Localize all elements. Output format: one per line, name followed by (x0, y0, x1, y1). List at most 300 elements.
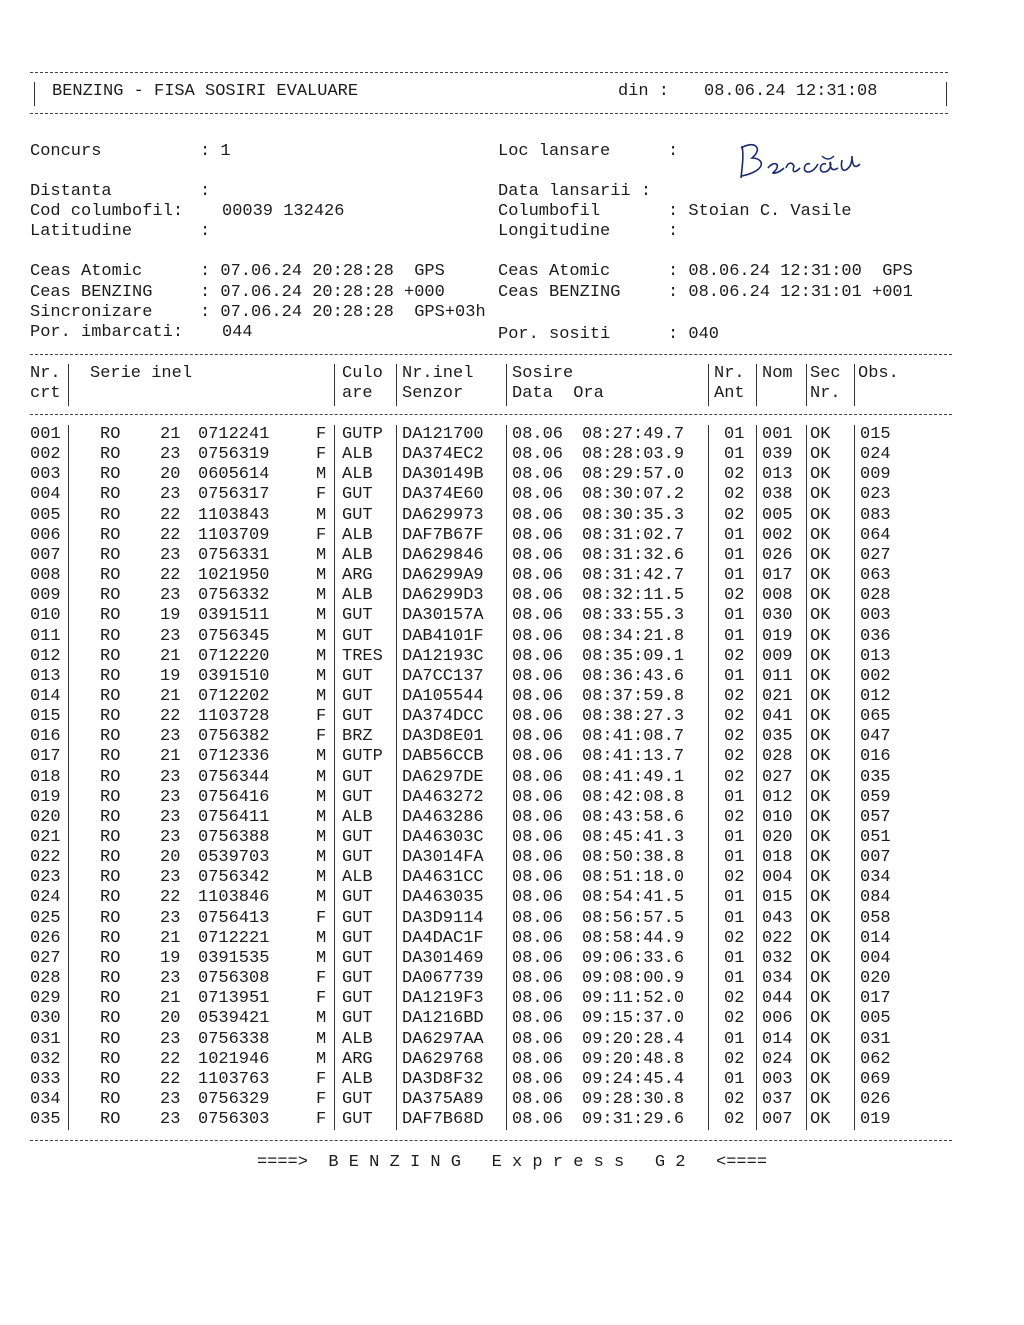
table-cell: 08.06 (512, 787, 564, 807)
table-cell: OK (810, 1110, 831, 1130)
table-cell: 23 (160, 828, 181, 847)
table-cell: 01 (724, 525, 745, 545)
table-cell: ALB (342, 586, 373, 606)
table-cell: 006 (762, 1009, 793, 1029)
table-cell: M (316, 888, 327, 908)
table-cell: RO (100, 485, 121, 505)
table-cell: 0539421 (198, 1009, 270, 1029)
table-cell: OK (810, 505, 831, 525)
table-header-cell: Sec (810, 364, 841, 383)
table-cell: F (316, 727, 327, 747)
table-cell: 011 (762, 666, 793, 686)
table-cell: OK (810, 545, 831, 565)
table-cell: 22 (160, 707, 181, 727)
table-cell: 21 (160, 686, 181, 706)
table-cell: 0756413 (198, 908, 270, 928)
table-cell: OK (810, 787, 831, 807)
table-cell: M (316, 505, 327, 525)
table-cell: 08.06 (512, 425, 564, 444)
table-cell: 0712221 (198, 928, 270, 948)
table-cell: OK (810, 888, 831, 908)
table-cell: 02 (724, 989, 745, 1009)
table-cell: 08.06 (512, 686, 564, 706)
table-cell: DA3D8E01 (402, 727, 484, 747)
table-cell: 017 (762, 566, 793, 586)
table-cell: 08.06 (512, 767, 564, 787)
table-cell: F (316, 445, 327, 465)
table-cell: 01 (724, 425, 745, 444)
table-cell: RO (100, 908, 121, 928)
table-cell: RO (100, 425, 121, 444)
table-cell: 08:31:32.6 (582, 545, 685, 565)
table-header-cell: Nom (762, 364, 793, 383)
table-cell: 017 (860, 989, 891, 1009)
table-column-separator (334, 425, 335, 1130)
table-cell: OK (810, 868, 831, 888)
table-cell: 01 (724, 445, 745, 465)
table-cell: 007 (30, 545, 61, 565)
table-cell: 013 (762, 465, 793, 485)
table-cell: 01 (724, 787, 745, 807)
table-cell: OK (810, 1049, 831, 1069)
table-cell: 002 (860, 666, 891, 686)
table-cell: 23 (160, 787, 181, 807)
table-cell: RO (100, 1089, 121, 1109)
table-cell: RO (100, 828, 121, 847)
table-cell: 020 (860, 969, 891, 989)
table-cell: 027 (762, 767, 793, 787)
table-cell: 23 (160, 727, 181, 747)
table-cell: 009 (30, 586, 61, 606)
table-cell: 02 (724, 1009, 745, 1029)
table-cell: 08:35:09.1 (582, 646, 685, 666)
table-cell: ALB (342, 868, 373, 888)
table-cell: 1103709 (198, 525, 270, 545)
table-cell: 017 (30, 747, 61, 767)
table-cell: OK (810, 525, 831, 545)
table-cell: 0756329 (198, 1089, 270, 1109)
table-cell: 005 (762, 505, 793, 525)
table-cell: 021 (30, 828, 61, 847)
table-cell: 0605614 (198, 465, 270, 485)
header-left-border (34, 82, 35, 106)
table-column-separator (396, 364, 397, 406)
table-cell: F (316, 989, 327, 1009)
table-cell: 026 (762, 545, 793, 565)
table-cell: 08:34:21.8 (582, 626, 685, 646)
table-cell: 0756344 (198, 767, 270, 787)
table-cell: 0391511 (198, 606, 270, 626)
table-cell: 23 (160, 1110, 181, 1130)
table-cell: GUT (342, 686, 373, 706)
table-cell: M (316, 948, 327, 968)
table-header-cell: Serie inel (90, 364, 193, 383)
table-cell: M (316, 1009, 327, 1029)
table-cell: RO (100, 948, 121, 968)
table-cell: DA7CC137 (402, 666, 484, 686)
table-cell: 21 (160, 425, 181, 444)
table-cell: 069 (860, 1069, 891, 1089)
table-header-cell: Nr.inel (402, 364, 474, 383)
table-cell: 01 (724, 626, 745, 646)
table-column-separator (396, 425, 397, 1130)
table-cell: 004 (30, 485, 61, 505)
table-cell: RO (100, 646, 121, 666)
table-cell: DA463272 (402, 787, 484, 807)
table-cell: DA4DAC1F (402, 928, 484, 948)
header-right-border (946, 82, 947, 106)
table-header-cell: crt (30, 384, 61, 403)
table-cell: 23 (160, 969, 181, 989)
table-cell: F (316, 1110, 327, 1130)
table-header-cell: Senzor (402, 384, 464, 403)
table-cell: F (316, 707, 327, 727)
table-cell: 20 (160, 465, 181, 485)
table-cell: 01 (724, 606, 745, 626)
table-cell: 1103728 (198, 707, 270, 727)
table-cell: 027 (30, 948, 61, 968)
table-cell: 0756332 (198, 586, 270, 606)
ceas-atomic-label: Ceas Atomic (30, 262, 143, 281)
table-cell: 032 (762, 948, 793, 968)
table-cell: 01 (724, 888, 745, 908)
table-cell: 022 (762, 928, 793, 948)
table-bottom-rule (30, 1140, 952, 1141)
table-cell: OK (810, 425, 831, 444)
table-cell: 0756317 (198, 485, 270, 505)
table-cell: F (316, 1069, 327, 1089)
table-cell: M (316, 586, 327, 606)
table-cell: DA067739 (402, 969, 484, 989)
table-cell: 08:36:43.6 (582, 666, 685, 686)
table-cell: 0712241 (198, 425, 270, 444)
table-cell: 22 (160, 1049, 181, 1069)
table-cell: 009 (762, 646, 793, 666)
table-cell: 08:27:49.7 (582, 425, 685, 444)
table-cell: 035 (30, 1110, 61, 1130)
table-cell: M (316, 807, 327, 827)
table-cell: 08.06 (512, 586, 564, 606)
table-cell: RO (100, 1029, 121, 1049)
table-cell: 09:11:52.0 (582, 989, 685, 1009)
table-head-rule (30, 414, 952, 415)
table-cell: RO (100, 807, 121, 827)
table-cell: 02 (724, 1089, 745, 1109)
table-cell: DA105544 (402, 686, 484, 706)
table-cell: RO (100, 969, 121, 989)
table-cell: 08:29:57.0 (582, 465, 685, 485)
table-cell: 08.06 (512, 485, 564, 505)
table-cell: ALB (342, 545, 373, 565)
table-cell: M (316, 666, 327, 686)
table-cell: OK (810, 686, 831, 706)
table-cell: 026 (30, 928, 61, 948)
table-cell: RO (100, 465, 121, 485)
table-cell: 01 (724, 908, 745, 928)
table-cell: M (316, 646, 327, 666)
table-cell: 023 (30, 868, 61, 888)
table-cell: BRZ (342, 727, 373, 747)
table-cell: 024 (762, 1049, 793, 1069)
por-sositi-value: : 040 (668, 325, 720, 344)
table-cell: 003 (762, 1069, 793, 1089)
table-cell: 034 (30, 1089, 61, 1109)
table-cell: 039 (762, 445, 793, 465)
table-cell: 019 (860, 1110, 891, 1130)
table-cell: 1103843 (198, 505, 270, 525)
header-datetime: 08.06.24 12:31:08 (704, 82, 878, 101)
sincronizare-value: : 07.06.24 20:28:28 GPS+03h (200, 303, 486, 322)
table-cell: 08:30:07.2 (582, 485, 685, 505)
ceas-benzing-value-2: : 08.06.24 12:31:01 +001 (668, 283, 913, 302)
table-cell: 047 (860, 727, 891, 747)
table-cell: 02 (724, 586, 745, 606)
concurs-value: : 1 (200, 142, 231, 161)
table-cell: 08.06 (512, 807, 564, 827)
table-header-cell: Data Ora (512, 384, 604, 403)
table-cell: 02 (724, 727, 745, 747)
table-cell: 02 (724, 1049, 745, 1069)
table-cell: 08.06 (512, 747, 564, 767)
table-cell: ALB (342, 1069, 373, 1089)
table-cell: 036 (860, 626, 891, 646)
table-cell: DA629768 (402, 1049, 484, 1069)
table-cell: 007 (860, 848, 891, 868)
table-cell: F (316, 425, 327, 444)
table-cell: 08:38:27.3 (582, 707, 685, 727)
table-cell: DA30157A (402, 606, 484, 626)
distanta-label: Distanta (30, 182, 112, 201)
table-cell: 033 (30, 1069, 61, 1089)
table-cell: 08.06 (512, 646, 564, 666)
table-cell: 02 (724, 465, 745, 485)
table-cell: 065 (860, 707, 891, 727)
table-cell: GUT (342, 928, 373, 948)
table-cell: TRES (342, 646, 383, 666)
table-cell: RO (100, 1049, 121, 1069)
table-cell: OK (810, 1009, 831, 1029)
table-cell: 010 (30, 606, 61, 626)
table-cell: DAF7B68D (402, 1110, 484, 1130)
table-cell: 02 (724, 807, 745, 827)
table-cell: DA3014FA (402, 848, 484, 868)
table-cell: 020 (30, 807, 61, 827)
table-cell: 009 (860, 465, 891, 485)
table-cell: 007 (762, 1110, 793, 1130)
table-cell: F (316, 908, 327, 928)
table-column-separator (68, 364, 69, 406)
table-cell: DA629973 (402, 505, 484, 525)
data-lansarii-label: Data lansarii : (498, 182, 652, 201)
table-cell: 034 (860, 868, 891, 888)
table-cell: 08:45:41.3 (582, 828, 685, 847)
por-imbarcati-value: 044 (222, 323, 253, 342)
table-cell: 23 (160, 908, 181, 928)
table-cell: 19 (160, 606, 181, 626)
table-cell: F (316, 1089, 327, 1109)
table-cell: 08.06 (512, 566, 564, 586)
table-cell: 021 (762, 686, 793, 706)
table-cell: 01 (724, 828, 745, 847)
table-cell: OK (810, 948, 831, 968)
table-cell: GUT (342, 707, 373, 727)
por-sositi-label: Por. sositi (498, 325, 611, 344)
table-cell: GUT (342, 908, 373, 928)
table-cell: 08.06 (512, 545, 564, 565)
table-cell: DA30149B (402, 465, 484, 485)
table-cell: 23 (160, 868, 181, 888)
concurs-label: Concurs (30, 142, 102, 161)
latitudine-label: Latitudine (30, 222, 133, 241)
table-cell: 08:37:59.8 (582, 686, 685, 706)
table-cell: 022 (30, 848, 61, 868)
table-cell: 013 (30, 666, 61, 686)
table-cell: 020 (762, 828, 793, 847)
table-cell: 084 (860, 888, 891, 908)
table-cell: RO (100, 1069, 121, 1089)
header-top-border (30, 72, 948, 73)
table-cell: 02 (724, 646, 745, 666)
table-cell: 23 (160, 807, 181, 827)
table-cell: 01 (724, 666, 745, 686)
table-cell: 0391510 (198, 666, 270, 686)
table-cell: DA6299A9 (402, 566, 484, 586)
table-cell: 22 (160, 888, 181, 908)
table-cell: 01 (724, 545, 745, 565)
table-cell: 08:30:35.3 (582, 505, 685, 525)
table-cell: 23 (160, 626, 181, 646)
table-cell: M (316, 1029, 327, 1049)
table-cell: 01 (724, 948, 745, 968)
table-column-separator (708, 364, 709, 406)
table-cell: 08:41:49.1 (582, 767, 685, 787)
table-cell: RO (100, 525, 121, 545)
table-cell: 08.06 (512, 525, 564, 545)
table-cell: 08.06 (512, 989, 564, 1009)
table-cell: 23 (160, 1029, 181, 1049)
table-cell: RO (100, 888, 121, 908)
table-cell: OK (810, 1069, 831, 1089)
columbofil-label: Columbofil (498, 202, 601, 221)
table-cell: 02 (724, 928, 745, 948)
table-cell: 083 (860, 505, 891, 525)
table-cell: DA629846 (402, 545, 484, 565)
table-cell: 19 (160, 948, 181, 968)
table-cell: DA374DCC (402, 707, 484, 727)
table-cell: 0756338 (198, 1029, 270, 1049)
table-cell: RO (100, 848, 121, 868)
table-cell: 062 (860, 1049, 891, 1069)
table-cell: 01 (724, 969, 745, 989)
table-cell: 034 (762, 969, 793, 989)
table-cell: DA6297AA (402, 1029, 484, 1049)
ceas-benzing-value: : 07.06.24 20:28:28 +000 (200, 283, 445, 302)
table-cell: 09:28:30.8 (582, 1089, 685, 1109)
table-cell: GUTP (342, 425, 383, 444)
table-cell: ARG (342, 566, 373, 586)
table-cell: 012 (30, 646, 61, 666)
table-cell: ALB (342, 1029, 373, 1049)
loc-lansare-label: Loc lansare (498, 142, 611, 161)
table-cell: DA301469 (402, 948, 484, 968)
table-header-cell: Nr. (810, 384, 841, 403)
table-cell: 01 (724, 848, 745, 868)
longitudine-label: Longitudine (498, 222, 611, 241)
table-cell: 08.06 (512, 465, 564, 485)
table-cell: 0756388 (198, 828, 270, 847)
table-cell: 23 (160, 445, 181, 465)
ceas-benzing-label-2: Ceas BENZING (498, 283, 621, 302)
table-cell: 008 (30, 566, 61, 586)
table-column-separator (68, 425, 69, 1130)
ceas-atomic-value: : 07.06.24 20:28:28 GPS (200, 262, 445, 281)
table-cell: OK (810, 666, 831, 686)
table-cell: RO (100, 505, 121, 525)
table-cell: 028 (30, 969, 61, 989)
table-cell: RO (100, 626, 121, 646)
table-cell: 08:42:08.8 (582, 787, 685, 807)
table-cell: RO (100, 727, 121, 747)
table-cell: OK (810, 445, 831, 465)
table-header-cell: Nr. (30, 364, 61, 383)
table-cell: 21 (160, 989, 181, 1009)
table-cell: OK (810, 1029, 831, 1049)
table-cell: ALB (342, 465, 373, 485)
table-cell: 23 (160, 545, 181, 565)
table-column-separator (806, 364, 807, 406)
table-cell: M (316, 828, 327, 847)
table-cell: OK (810, 646, 831, 666)
table-cell: DA374E60 (402, 485, 484, 505)
table-cell: 09:20:28.4 (582, 1029, 685, 1049)
table-column-separator (854, 364, 855, 406)
table-cell: 018 (30, 767, 61, 787)
table-cell: DA375A89 (402, 1089, 484, 1109)
table-cell: 031 (30, 1029, 61, 1049)
table-cell: 0756319 (198, 445, 270, 465)
table-cell: GUT (342, 1009, 373, 1029)
table-cell: 015 (860, 425, 891, 444)
table-header-cell: are (342, 384, 373, 403)
table-cell: 08:41:08.7 (582, 727, 685, 747)
table-cell: 08:56:57.5 (582, 908, 685, 928)
table-cell: DA3D9114 (402, 908, 484, 928)
table-cell: GUT (342, 666, 373, 686)
table-cell: OK (810, 465, 831, 485)
table-cell: DA1216BD (402, 1009, 484, 1029)
table-header-cell: Ant (714, 384, 745, 403)
ceas-atomic-label-2: Ceas Atomic (498, 262, 611, 281)
table-cell: OK (810, 928, 831, 948)
table-cell: RO (100, 787, 121, 807)
table-cell: 21 (160, 747, 181, 767)
table-cell: RO (100, 606, 121, 626)
table-cell: OK (810, 828, 831, 847)
table-cell: OK (810, 747, 831, 767)
table-cell: 22 (160, 525, 181, 545)
table-cell: 08.06 (512, 928, 564, 948)
table-cell: RO (100, 747, 121, 767)
table-cell: 08.06 (512, 445, 564, 465)
table-cell: 01 (724, 1029, 745, 1049)
table-cell: 014 (762, 1029, 793, 1049)
cod-columbofil-label: Cod columbofil: (30, 202, 184, 221)
table-cell: 08.06 (512, 908, 564, 928)
table-cell: 02 (724, 707, 745, 727)
table-cell: 014 (30, 686, 61, 706)
table-cell: DAF7B67F (402, 525, 484, 545)
table-cell: F (316, 485, 327, 505)
